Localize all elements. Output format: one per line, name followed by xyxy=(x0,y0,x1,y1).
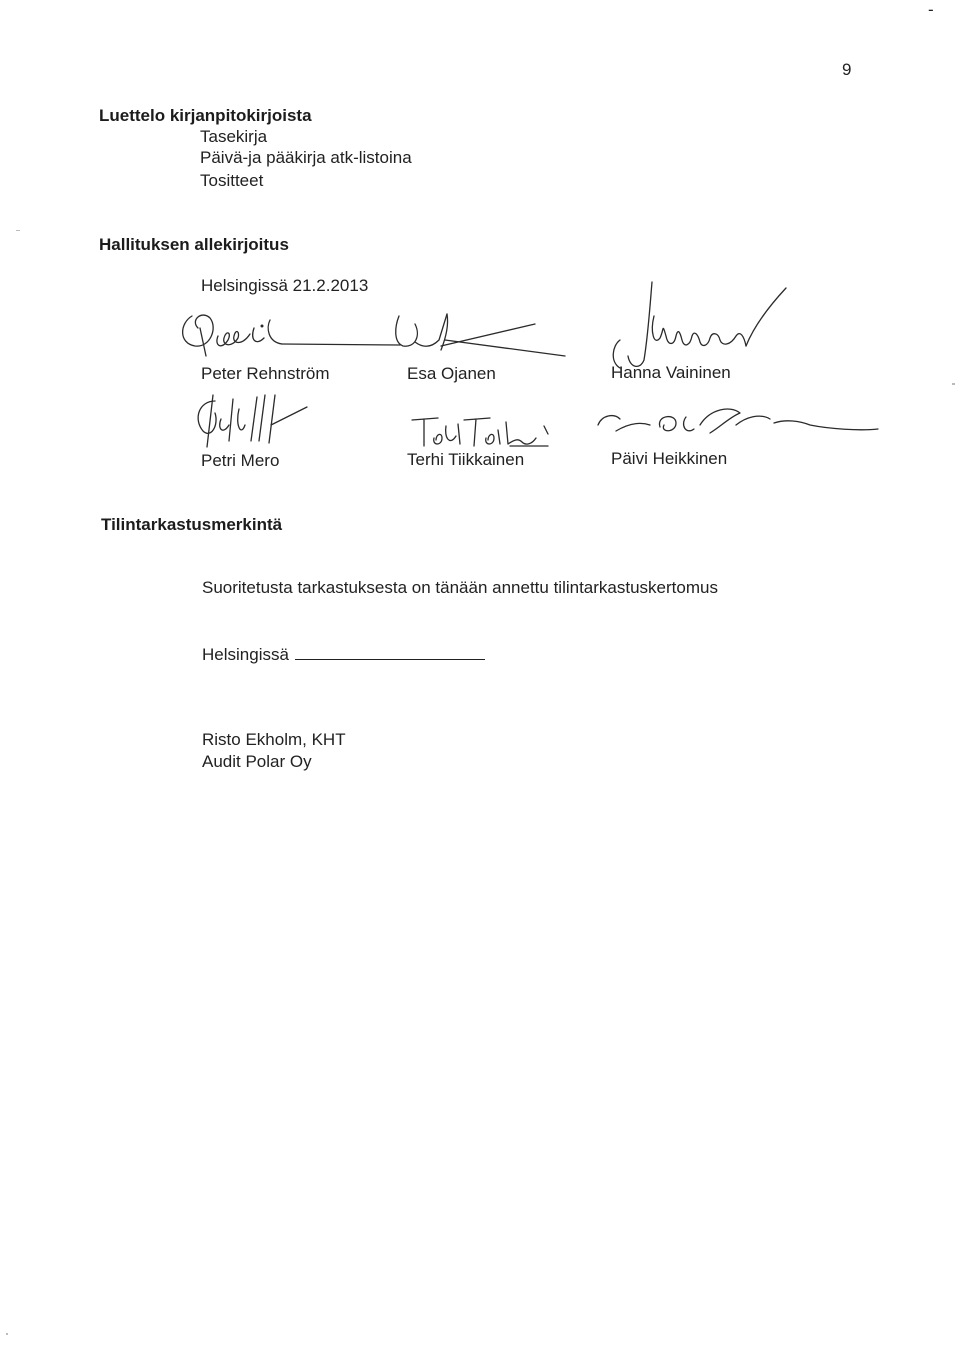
audit-heading: Tilintarkastusmerkintä xyxy=(101,515,283,534)
board-place-date: Helsingissä 21.2.2013 xyxy=(201,276,369,295)
signature-peter xyxy=(170,298,400,373)
signature-hanna xyxy=(590,276,790,376)
signatory-esa-ojanen: Esa Ojanen xyxy=(407,364,496,383)
scan-speck xyxy=(952,383,955,385)
books-item-2: Päivä-ja pääkirja atk-listoina xyxy=(200,148,412,167)
scan-speck xyxy=(6,1333,8,1335)
audit-statement: Suoritetusta tarkastuksesta on tänään annettu tilintarkastuskertomus xyxy=(202,578,718,597)
signature-hanna-text: Hanna xyxy=(600,368,604,369)
signatory-terhi-tiikkainen: Terhi Tiikkainen xyxy=(407,450,525,469)
page-number: 9 xyxy=(842,60,852,79)
auditor-firm: Audit Polar Oy xyxy=(202,752,312,771)
scan-speck xyxy=(16,230,20,231)
signatory-petri-mero: Petri Mero xyxy=(201,451,280,470)
books-heading: Luettelo kirjanpitokirjoista xyxy=(99,106,312,125)
signature-terhi xyxy=(398,408,568,458)
board-heading: Hallituksen allekirjoitus xyxy=(99,235,289,254)
books-item-1: Tasekirja xyxy=(200,127,268,146)
signature-blank-line xyxy=(295,658,485,660)
signatory-paivi-heikkinen: Päivi Heikkinen xyxy=(611,449,728,468)
signatory-hanna-vaininen: Hanna Vaininen xyxy=(611,363,731,382)
signature-esa xyxy=(375,296,575,366)
signature-paivi xyxy=(590,395,880,445)
audit-place: Helsingissä xyxy=(202,645,289,664)
audit-place-line xyxy=(202,645,485,665)
signature-petri xyxy=(185,385,315,455)
auditor-name: Risto Ekholm, KHT xyxy=(202,730,346,749)
books-item-3: Tositteet xyxy=(200,171,264,190)
corner-mark: - xyxy=(928,0,934,19)
signatory-peter-rehnstrom: Peter Rehnström xyxy=(201,364,330,383)
